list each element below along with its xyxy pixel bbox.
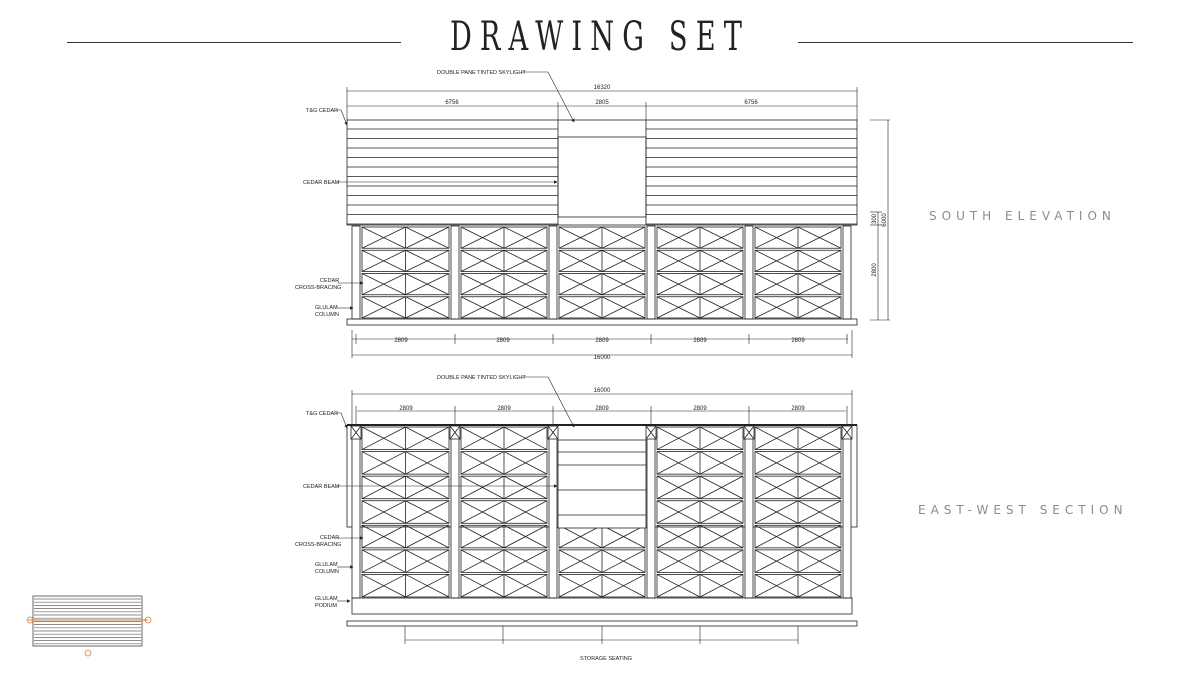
glulam-column — [549, 226, 557, 319]
dim-mid-span: 2805 — [595, 100, 609, 106]
dim-right-span: 6756 — [744, 100, 758, 106]
callout-storage-seating: STORAGE SEATING — [580, 656, 633, 662]
tg-cedar-planks — [347, 129, 857, 224]
elevation-marker-icon — [85, 650, 91, 656]
glulam-column — [352, 426, 360, 598]
glulam-column — [843, 226, 851, 319]
dim-overall-bottom: 16000 — [593, 355, 611, 361]
key-plan — [27, 596, 151, 656]
column-caps — [351, 426, 852, 439]
glulam-column — [451, 226, 459, 319]
dim-bay: 2809 — [595, 338, 609, 344]
section-dim-text — [399, 388, 805, 412]
dim-bay: 2809 — [693, 406, 707, 412]
glulam-column — [549, 426, 557, 598]
dim-section-overall: 16000 — [593, 388, 611, 394]
callout-skylight: DOUBLE PANE TINTED SKYLIGHT — [437, 375, 526, 381]
south-elevation-label: SOUTH ELEVATION — [929, 209, 1116, 223]
dim-height-total: 6000 — [882, 213, 888, 227]
callout-cedar-beam: CEDAR BEAM — [303, 180, 340, 186]
callout-column: COLUMN — [315, 569, 339, 575]
dim-bay: 2809 — [394, 338, 408, 344]
east-west-section-label: EAST-WEST SECTION — [918, 503, 1128, 517]
callout-cross-bracing: CROSS-BRACING — [295, 285, 342, 291]
dim-height-roof: 300 — [872, 213, 878, 225]
south-elevation-drawing — [347, 120, 857, 325]
callout-glulam: GLULAM — [315, 562, 338, 568]
callout-tg-cedar: T&G CEDAR — [306, 411, 339, 417]
south-bays — [352, 226, 851, 319]
callout-tg-cedar: T&G CEDAR — [306, 108, 339, 114]
glulam-column — [647, 426, 655, 598]
callout-cedar: CEDAR — [320, 535, 340, 541]
dim-left-span: 6756 — [445, 100, 459, 106]
glulam-column — [352, 226, 360, 319]
dim-bay: 2809 — [497, 406, 511, 412]
callout-cross-bracing: CROSS-BRACING — [295, 542, 342, 548]
callout-column: COLUMN — [315, 312, 339, 318]
dim-overall-top: 16320 — [593, 85, 611, 91]
south-callout-text — [295, 70, 526, 318]
glulam-column — [843, 426, 851, 598]
callout-podium: PODIUM — [315, 603, 337, 609]
south-dimensions — [347, 87, 890, 358]
dim-height-lower: 2800 — [872, 263, 878, 277]
skylight-opening — [558, 137, 646, 217]
callout-glulam: GLULAM — [315, 596, 338, 602]
callout-cedar-beam: CEDAR BEAM — [303, 484, 340, 490]
callout-cedar: CEDAR — [320, 278, 340, 284]
dim-bay: 2809 — [399, 406, 413, 412]
glulam-column — [451, 426, 459, 598]
dim-bay: 2809 — [496, 338, 510, 344]
drawing-set-title: DRAWING SET — [449, 14, 751, 60]
south-base-slab — [347, 319, 857, 325]
glulam-column — [647, 226, 655, 319]
east-west-section-drawing — [347, 425, 857, 626]
dim-bay: 2809 — [791, 406, 805, 412]
dim-bay: 2809 — [791, 338, 805, 344]
callout-glulam: GLULAM — [315, 305, 338, 311]
south-dim-text — [394, 85, 888, 361]
glulam-podium — [352, 598, 852, 614]
section-base-slab — [347, 621, 857, 626]
roof-fascia — [347, 120, 857, 225]
dim-bay: 2809 — [693, 338, 707, 344]
dim-bay: 2809 — [595, 406, 609, 412]
callout-skylight: DOUBLE PANE TINTED SKYLIGHT — [437, 70, 526, 76]
glulam-column — [745, 426, 753, 598]
glulam-column — [745, 226, 753, 319]
